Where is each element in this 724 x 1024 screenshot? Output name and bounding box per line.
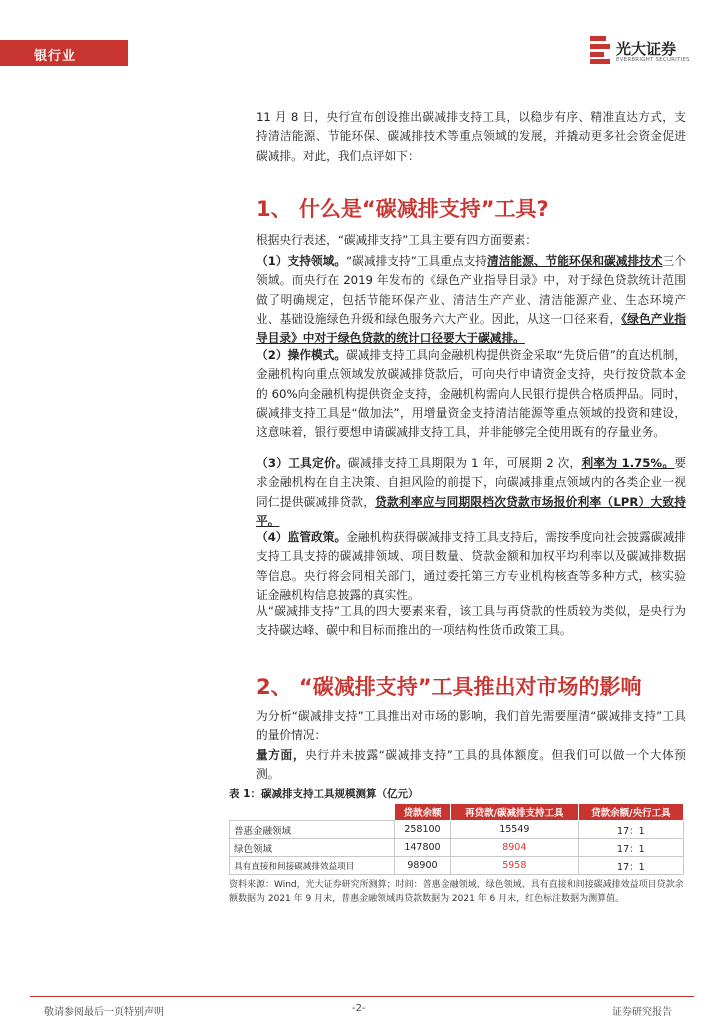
element-4-paragraph: [256, 528, 686, 605]
row-tool: 15549: [450, 821, 578, 839]
table-source-note: 资料来源：Wind，光大证券研究所测算；时间：普惠金融领域、绿色领域、具有直接和间接碳减排效益项目贷款余额数据为 2021 年 9 月末，普惠金融领域再贷款数据为 2021 年 6 月末，红色标注数据为测算值。: [229, 880, 684, 904]
element-3-label: （3）工具定价。: [256, 456, 348, 470]
element-1-highlight-b: 《绿色产业指导目录》中对于绿色贷款的统计口径要大于碳减排。: [256, 311, 686, 346]
quantity-label: 量方面，: [256, 748, 306, 762]
element-1-highlight-a: 清洁能源、节能环保和碳减排技术: [487, 254, 663, 268]
row-balance: 258100: [395, 821, 451, 839]
element-3-highlight-a: 利率为 1.75%。: [581, 456, 675, 470]
row-ratio: 17：1: [578, 857, 683, 875]
footer-disclaimer: 敬请参阅最后一页特别声明: [44, 1007, 164, 1018]
section-1-conclusion: 从“碳减排支持”工具的四大要素来看，该工具与再贷款的性质较为类似，是央行为支持碳达峰、碳中和目标而推出的一项结构性货币政策工具。: [256, 604, 686, 638]
table-row: [230, 839, 684, 857]
element-1-text-a: “碳减排支持”工具重点支持: [346, 254, 487, 268]
row-balance: 98900: [395, 857, 451, 875]
section-2-quantity-paragraph: [256, 746, 686, 785]
element-2-label: （2）操作模式。: [256, 348, 347, 362]
brand-subtitle: EVERBRIGHT SECURITIES: [616, 57, 690, 63]
table-header-row: [230, 804, 684, 821]
element-1-label: （1）支持领域。: [256, 254, 347, 268]
section-2-intro: 为分析“碳减排支持”工具推出对市场的影响，我们首先需要厘清“碳减排支持”工具的量价情况：: [256, 709, 686, 743]
page-number: -2-: [352, 1003, 366, 1014]
section-tag-bar: [0, 40, 128, 66]
row-tool-estimate: 8904: [450, 839, 578, 857]
element-2-text: 碳减排支持工具向金融机构提供资金采取“先贷后借”的直达机制，金融机构向重点领域发放碳减排贷款后，可向央行申请资金支持，央行按贷款本金的 60%向金融机构提供资金支持，金融机构需向人民银行提供合格质押品。同时，碳减排支持工具是“做加法”，用增量资金支持清洁能源等重点领域的投资和建设，这意味着，银行要想申请碳减排支持工具，并非能够完全使用既有的存量业务。: [256, 348, 686, 440]
row-name: 绿色领域: [230, 839, 395, 857]
element-2-paragraph: [256, 346, 686, 442]
footer-report-type: 证券研究报告: [612, 1007, 672, 1018]
element-1-paragraph: [256, 252, 686, 348]
table-header-ratio: 贷款余额/央行工具: [578, 804, 683, 821]
element-3-text-b: 要求金融机构在自主决策、自担风险的前提下，向碳减排重点领域内的各类企业一视同仁提供碳减排贷款，: [256, 456, 687, 509]
data-table: [229, 803, 684, 875]
footer-divider: [30, 996, 694, 997]
table-header-tool: 再贷款/碳减排支持工具: [450, 804, 578, 821]
section-tag: 银行业: [34, 49, 77, 64]
section-1-lead: 根据央行表述，“碳减排支持”工具主要有四方面要素：: [256, 233, 537, 247]
row-balance: 147800: [395, 839, 451, 857]
table-header-balance: 贷款余额: [395, 804, 451, 821]
element-3-paragraph: [256, 454, 686, 531]
element-4-text: 金融机构获得碳减排支持工具支持后，需按季度向社会披露碳减排支持工具支持的碳减排领域、项目数量、贷款金额和加权平均利率以及碳减排数据等信息。央行将会同相关部门，通过委托第三方专业机构核查等多种方式，核实验证金融机构信息披露的真实性。: [256, 530, 686, 602]
intro-paragraph: 11 月 8 日，央行宣布创设推出碳减排支持工具，以稳步有序、精准直达方式，支持清洁能源、节能环保、碳减排技术等重点领域的发展，并撬动更多社会资金促进碳减排。对此，我们点评如下：: [256, 110, 686, 163]
row-name: 普惠金融领域: [230, 821, 395, 839]
table-row: [230, 857, 684, 875]
element-3-highlight-b: 贷款利率应与同期限档次贷款市场报价利率（LPR）大致持平。: [256, 494, 686, 528]
row-name: 具有直接和间接碳减排效益项目: [230, 857, 395, 875]
table-title: 表 1：碳减排支持工具规模测算（亿元）: [229, 788, 419, 800]
brand-logo: [590, 36, 700, 70]
quantity-text: 央行并未披露“碳减排支持”工具的具体额度。但我们可以做一个大体预测。: [256, 748, 686, 782]
section-2-heading: 2、 “碳减排支持”工具推出对市场的影响: [256, 675, 642, 699]
brand-mark-icon: [590, 36, 610, 64]
element-3-text-a: 碳减排支持工具期限为 1 年，可展期 2 次，: [347, 456, 582, 470]
section-1-heading: 1、 什么是“碳减排支持”工具?: [256, 197, 549, 221]
element-4-label: （4）监管政策。: [256, 530, 347, 544]
row-ratio: 17：1: [578, 839, 683, 857]
element-1-text-b: 三个领域。而央行在 2019 年发布的《绿色产业指导目录》中，对于绿色贷款统计范围做了明确规定，包括节能环保产业、清洁生产产业、清洁能源产业、生态环境产业、基础设施绿色升级和绿色服务六大产业。因此，从这一口径来看，: [256, 254, 686, 326]
row-tool-estimate: 5958: [450, 857, 578, 875]
brand-name: 光大证券: [616, 40, 677, 58]
table-header-blank: [230, 804, 395, 821]
table-row: [230, 821, 684, 839]
row-ratio: 17：1: [578, 821, 683, 839]
